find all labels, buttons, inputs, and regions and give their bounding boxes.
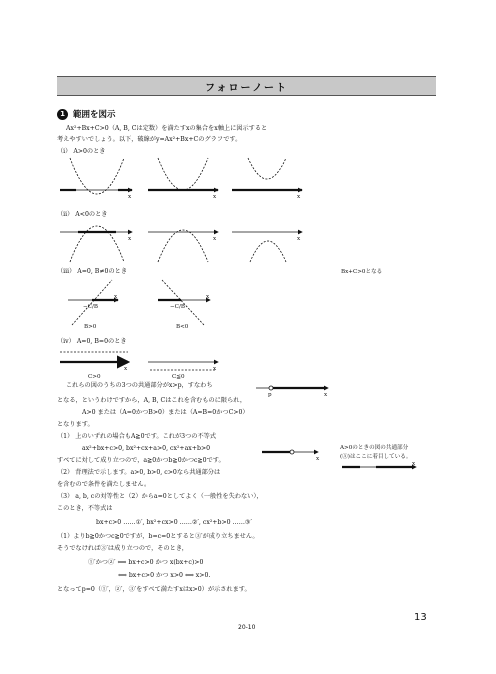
c-over-b-label-2: −C/B [170, 304, 185, 310]
case-iv-label: （ⅳ） A=0, B=0のとき [57, 338, 127, 345]
body-line-14: そうでなければ③′は成り立つので，そのとき， [57, 545, 188, 552]
graph-i-2 [148, 158, 218, 190]
p-label: p [268, 392, 272, 398]
x-label-inline: x [324, 392, 328, 398]
x-label-ii1: x [128, 236, 132, 242]
graph-i-3 [232, 158, 302, 190]
body-line-5: （1） 上のいずれの場合もA≧0です。これが3つの不等式 [57, 433, 217, 440]
c-over-b-label-1: −C/B [83, 304, 98, 310]
graph-iv-1 [60, 352, 128, 362]
section-title: 範囲を図示 [73, 110, 116, 120]
x-label-ii2: x [213, 236, 217, 242]
page-title: フォローノート [205, 83, 288, 94]
b-negative-label: B<0 [176, 324, 189, 330]
body-line-6: ax²+bx+c>0, bx²+cx+a>0, cx²+ax+b>0 [82, 445, 211, 452]
inline-number-line [256, 386, 328, 390]
body-line-13: （1）よりb≧0かつc≧0ですが，b=c=0とすると③′が成り立ちません。 [57, 533, 259, 540]
body-line-17: となってp=0（①′，②′，③′をすべて満たすxはx>0）が示されます。 [57, 586, 251, 593]
case-ii-label: （ⅱ） A<0のとき [57, 211, 108, 218]
intro-line-1: Ax²+Bx+C>0（A, B, Cは定数）を満たすxの集合をx軸上に図示すると [66, 125, 268, 132]
intro-line-2: 考えやすいでしょう。以下，破線がy=Ax²+Bx+Cのグラフです。 [57, 136, 242, 143]
x-label-iv2: x [213, 366, 217, 372]
c-positive-label: C>0 [88, 374, 101, 380]
side-note-common-2: (Ⓐ)はここに着目している。 [340, 454, 412, 460]
case-i-label: （ⅰ） A>0のとき [57, 148, 106, 155]
body-line-8: （2） 背理法で示します。a>0, b>0, c>0なら共通部分は [57, 469, 221, 476]
x-label-iv1: x [124, 366, 128, 372]
x-label-side: x [412, 461, 416, 467]
number-line-2 [262, 450, 318, 454]
case-iii-label: （ⅲ） A=0, B≠0のとき [57, 268, 128, 275]
body-line-11: このとき，不等式は [57, 505, 113, 512]
x-label-2: x [316, 456, 320, 462]
body-line-12: bx+c>0 ……①′, bx²+cx>0 ……②′, cx²+b>0 ……③′ [96, 519, 252, 526]
body-line-15: ①′かつ②′ ⟺ bx+c>0 かつ x(bx+c)>0 [88, 559, 204, 566]
body-line-3: A>0 または（A=0かつB>0）または（A=B=0かつC>0） [82, 409, 249, 416]
body-line-1: これらの図のうちの3つの共通部分がx>p，すなわち [66, 382, 213, 389]
graph-ii-3 [232, 232, 302, 262]
body-line-9: を含むので条件を満たしません。 [57, 481, 151, 488]
body-line-16: ⟺ bx+c>0 かつ x>0 ⟺ x>0. [118, 572, 211, 579]
graph-iv-2 [148, 362, 218, 370]
c-nonpositive-label: C≦0 [172, 374, 185, 380]
x-label-i2: x [213, 194, 217, 200]
body-line-4: となります。 [57, 421, 94, 428]
graph-ii-1 [60, 226, 132, 262]
x-label-i3: x [297, 194, 301, 200]
x-label-iii2: x [206, 294, 210, 300]
side-note-common-1: A>0のときの図の共通部分 [340, 445, 409, 451]
b-positive-label: B>0 [84, 324, 97, 330]
side-note-linear: Bx+C>0となる [341, 269, 383, 275]
body-line-10: （3） a, b, cの対等性と（2）からa=0としてよく（一般性を失わない）， [57, 493, 263, 500]
section-number-icon: 1 [57, 109, 68, 120]
graph-i-1 [60, 158, 132, 194]
page-number: 13 [414, 612, 427, 623]
graph-ii-2 [148, 230, 218, 262]
body-line-7: すべてに対して成り立つので，a≧0かつb≧0かつc≧0です。 [57, 457, 225, 464]
x-label-iii1: x [114, 294, 118, 300]
body-line-2: となる，というわけですから，A, B, Cはこれを含むものに限られ， [57, 397, 247, 404]
x-label-ii3: x [297, 236, 301, 242]
footer-code: 20-10 [238, 624, 256, 631]
x-label-i1: x [128, 194, 132, 200]
